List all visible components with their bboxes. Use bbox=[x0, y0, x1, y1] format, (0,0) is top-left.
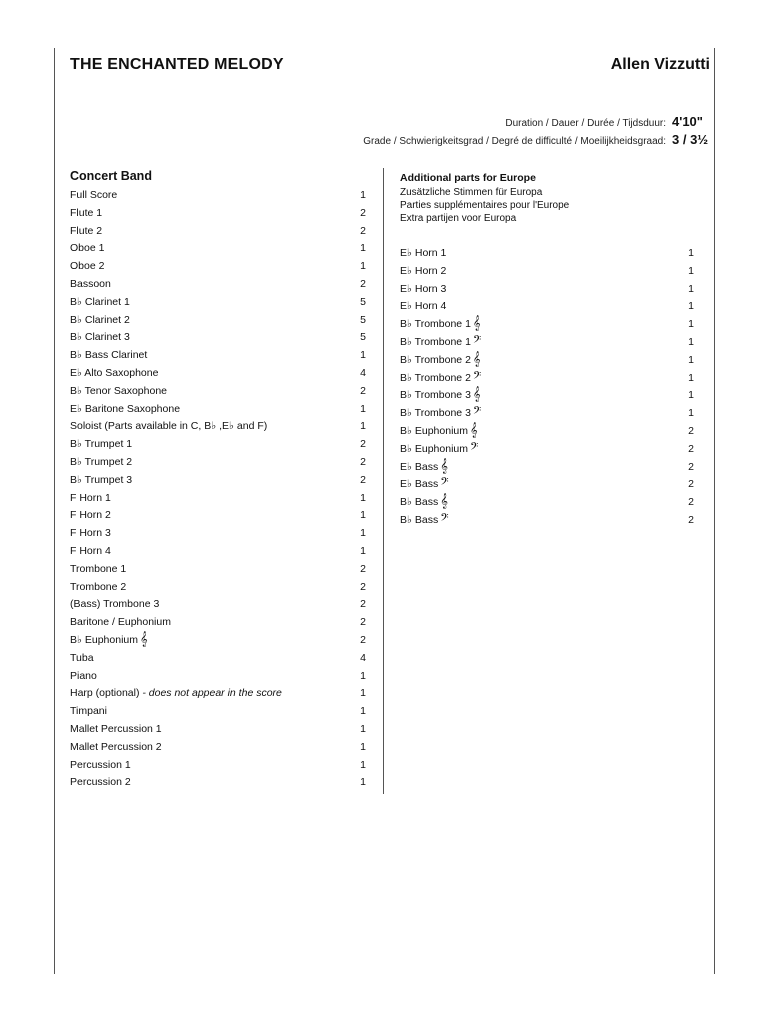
part-row bbox=[70, 454, 366, 472]
part-row bbox=[70, 632, 366, 650]
part-quantity: 1 bbox=[360, 509, 366, 522]
part-row bbox=[70, 614, 366, 632]
part-row bbox=[400, 512, 694, 530]
part-row bbox=[70, 703, 366, 721]
part-row bbox=[70, 276, 366, 294]
part-row bbox=[70, 383, 366, 401]
part-name: B♭ Euphonium bbox=[70, 633, 138, 646]
part-quantity: 1 bbox=[360, 260, 366, 273]
part-quantity: 1 bbox=[360, 189, 366, 201]
bass-clef-icon: 𝄢 bbox=[440, 510, 449, 526]
part-name: E♭ Horn 4 bbox=[400, 300, 447, 313]
part-name: Bassoon bbox=[70, 277, 111, 290]
duration-label: Duration / Dauer / Durée / Tijdsduur: bbox=[505, 118, 666, 129]
part-row bbox=[400, 387, 694, 405]
part-quantity: 2 bbox=[688, 442, 694, 455]
europe-subtitles bbox=[400, 186, 569, 225]
part-quantity: 2 bbox=[360, 633, 366, 646]
bass-clef-icon: 𝄢 bbox=[472, 404, 482, 420]
part-quantity: 1 bbox=[688, 353, 694, 366]
part-row bbox=[400, 459, 694, 477]
part-name: B♭ Euphonium bbox=[400, 442, 468, 455]
part-row bbox=[70, 543, 366, 561]
part-row bbox=[70, 739, 366, 757]
part-quantity: 2 bbox=[360, 580, 366, 593]
bass-clef-icon: 𝄢 bbox=[472, 332, 482, 348]
part-row bbox=[70, 418, 366, 436]
part-name: B♭ Trumpet 1 bbox=[70, 438, 133, 451]
treble-clef-icon: 𝄞 bbox=[472, 315, 481, 331]
column-divider bbox=[383, 168, 384, 794]
composer-name: Allen Vizzutti bbox=[610, 56, 710, 73]
part-name: B♭ Clarinet 1 bbox=[70, 295, 130, 308]
part-quantity: 1 bbox=[688, 247, 694, 259]
part-name: Soloist (Parts available in C, B♭ ,E♭ and F) bbox=[70, 420, 268, 433]
part-row bbox=[70, 223, 366, 241]
part-name: Timpani bbox=[70, 705, 107, 718]
treble-clef-icon: 𝄞 bbox=[440, 457, 448, 473]
part-quantity: 1 bbox=[360, 776, 366, 789]
part-quantity: 1 bbox=[360, 544, 366, 557]
europe-subtitle: Zusätzliche Stimmen für Europa bbox=[400, 187, 543, 198]
part-name: E♭ Bass bbox=[400, 460, 439, 473]
part-row bbox=[70, 490, 366, 508]
part-row bbox=[400, 370, 694, 388]
part-name: Mallet Percussion 1 bbox=[70, 722, 162, 735]
bass-clef-icon: 𝄢 bbox=[440, 475, 449, 491]
right-margin-rule bbox=[714, 48, 715, 974]
part-quantity: 2 bbox=[688, 513, 694, 526]
part-quantity: 5 bbox=[360, 295, 366, 308]
part-name: Percussion 1 bbox=[70, 758, 131, 771]
part-note: - does not appear in the score bbox=[139, 687, 282, 700]
part-quantity: 1 bbox=[360, 420, 366, 433]
part-name: (Bass) Trombone 3 bbox=[70, 598, 160, 611]
left-margin-rule bbox=[54, 48, 55, 974]
part-name: E♭ Horn 2 bbox=[400, 264, 447, 277]
part-quantity: 2 bbox=[360, 562, 366, 575]
part-name: F Horn 2 bbox=[70, 509, 111, 522]
part-quantity: 1 bbox=[688, 371, 694, 384]
part-row bbox=[70, 650, 366, 668]
part-name: Trombone 1 bbox=[70, 562, 127, 575]
europe-parts-list bbox=[400, 245, 694, 530]
part-row bbox=[70, 596, 366, 614]
part-name: B♭ Trombone 1 bbox=[400, 335, 471, 348]
part-quantity: 5 bbox=[360, 313, 366, 326]
part-name: B♭ Trombone 1 bbox=[400, 318, 471, 331]
part-name: E♭ Baritone Saxophone bbox=[70, 402, 181, 415]
part-row bbox=[400, 245, 694, 263]
part-quantity: 1 bbox=[688, 318, 694, 331]
part-row bbox=[70, 347, 366, 365]
part-name: Flute 2 bbox=[70, 224, 103, 237]
part-quantity: 1 bbox=[688, 407, 694, 420]
grade-value: 3 / 3½ bbox=[672, 132, 709, 147]
grade-label: Grade / Schwierigkeitsgrad / Degré de difficulté / Moeilijkheidsgraad: bbox=[363, 136, 666, 147]
part-quantity: 2 bbox=[360, 598, 366, 611]
part-row bbox=[400, 352, 694, 370]
part-name: B♭ Euphonium bbox=[400, 424, 468, 437]
part-quantity: 1 bbox=[360, 491, 366, 504]
bass-clef-icon: 𝄢 bbox=[470, 439, 479, 455]
part-name: B♭ Trombone 3 bbox=[400, 389, 471, 402]
part-quantity: 1 bbox=[360, 722, 366, 735]
part-name: Oboe 2 bbox=[70, 260, 105, 273]
part-quantity: 2 bbox=[360, 224, 366, 237]
part-name: B♭ Bass bbox=[400, 496, 439, 509]
part-name: F Horn 1 bbox=[70, 491, 111, 504]
part-name: B♭ Tenor Saxophone bbox=[70, 384, 167, 397]
duration-value: 4'10" bbox=[672, 114, 703, 129]
part-name: B♭ Bass bbox=[400, 513, 439, 526]
part-name: B♭ Trumpet 3 bbox=[70, 473, 133, 486]
part-name: E♭ Horn 1 bbox=[400, 247, 447, 259]
part-quantity: 2 bbox=[360, 616, 366, 629]
part-row bbox=[70, 685, 366, 703]
part-row bbox=[400, 263, 694, 281]
part-quantity: 2 bbox=[360, 384, 366, 397]
part-quantity: 1 bbox=[360, 527, 366, 540]
part-quantity: 1 bbox=[360, 669, 366, 682]
part-row bbox=[70, 774, 366, 792]
part-row bbox=[70, 329, 366, 347]
part-name: Piano bbox=[70, 669, 97, 682]
part-name: Percussion 2 bbox=[70, 776, 131, 789]
part-row bbox=[400, 298, 694, 316]
part-name: E♭ Horn 3 bbox=[400, 282, 447, 295]
part-row bbox=[400, 405, 694, 423]
part-quantity: 4 bbox=[360, 366, 366, 379]
treble-clef-icon: 𝄞 bbox=[470, 421, 478, 437]
part-quantity: 1 bbox=[360, 349, 366, 362]
part-quantity: 1 bbox=[360, 705, 366, 718]
europe-heading: Additional parts for Europe bbox=[400, 172, 536, 184]
part-name: B♭ Trombone 2 bbox=[400, 353, 471, 366]
part-quantity: 4 bbox=[360, 651, 366, 664]
part-name: E♭ Bass bbox=[400, 478, 439, 491]
part-quantity: 2 bbox=[360, 473, 366, 486]
part-quantity: 2 bbox=[360, 277, 366, 290]
part-row bbox=[70, 205, 366, 223]
part-quantity: 1 bbox=[360, 740, 366, 753]
part-quantity: 1 bbox=[360, 687, 366, 700]
piece-title: THE ENCHANTED MELODY bbox=[70, 56, 284, 73]
part-row bbox=[70, 472, 366, 490]
part-quantity: 2 bbox=[688, 478, 694, 491]
part-quantity: 1 bbox=[688, 282, 694, 295]
part-name: B♭ Clarinet 2 bbox=[70, 313, 130, 326]
part-name: Full Score bbox=[70, 189, 118, 201]
grade-line bbox=[363, 132, 710, 147]
part-name: Flute 1 bbox=[70, 206, 103, 219]
part-name: Baritone / Euphonium bbox=[70, 616, 171, 629]
europe-subtitle: Extra partijen voor Europa bbox=[400, 213, 517, 224]
part-quantity: 2 bbox=[360, 206, 366, 219]
bass-clef-icon: 𝄢 bbox=[472, 368, 482, 384]
part-name: F Horn 3 bbox=[70, 527, 111, 540]
part-row bbox=[70, 312, 366, 330]
part-quantity: 1 bbox=[360, 242, 366, 255]
part-name: B♭ Trumpet 2 bbox=[70, 455, 133, 468]
part-row bbox=[70, 525, 366, 543]
part-quantity: 2 bbox=[360, 455, 366, 468]
part-row bbox=[400, 423, 694, 441]
treble-clef-icon: 𝄞 bbox=[472, 386, 481, 402]
part-row bbox=[70, 240, 366, 258]
part-name: F Horn 4 bbox=[70, 544, 111, 557]
part-quantity: 1 bbox=[688, 389, 694, 402]
part-row bbox=[70, 365, 366, 383]
part-row bbox=[70, 579, 366, 597]
part-name: Oboe 1 bbox=[70, 242, 105, 255]
part-quantity: 1 bbox=[688, 300, 694, 313]
part-row bbox=[400, 441, 694, 459]
duration-line bbox=[505, 114, 710, 129]
part-row bbox=[70, 187, 366, 205]
part-quantity: 5 bbox=[360, 331, 366, 344]
part-name: Harp (optional) bbox=[70, 687, 140, 700]
part-row bbox=[70, 668, 366, 686]
part-row bbox=[70, 507, 366, 525]
treble-clef-icon: 𝄞 bbox=[140, 630, 148, 646]
part-quantity: 1 bbox=[688, 264, 694, 277]
part-quantity: 2 bbox=[360, 438, 366, 451]
part-name: Trombone 2 bbox=[70, 580, 127, 593]
part-name: B♭ Bass Clarinet bbox=[70, 349, 148, 362]
concert-band-parts-list bbox=[70, 187, 366, 792]
part-row bbox=[70, 294, 366, 312]
part-row bbox=[400, 281, 694, 299]
part-name: Tuba bbox=[70, 651, 94, 664]
part-row bbox=[400, 334, 694, 352]
concert-band-heading: Concert Band bbox=[70, 169, 152, 183]
part-row bbox=[400, 476, 694, 494]
part-quantity: 1 bbox=[688, 335, 694, 348]
part-row bbox=[70, 401, 366, 419]
part-name: Mallet Percussion 2 bbox=[70, 740, 162, 753]
europe-subtitle: Parties supplémentaires pour l'Europe bbox=[400, 200, 570, 211]
part-name: B♭ Trombone 2 bbox=[400, 371, 471, 384]
part-quantity: 2 bbox=[688, 496, 694, 509]
part-name: B♭ Clarinet 3 bbox=[70, 331, 130, 344]
part-row bbox=[70, 561, 366, 579]
part-row bbox=[70, 757, 366, 775]
part-quantity: 2 bbox=[688, 460, 694, 473]
part-row bbox=[70, 436, 366, 454]
part-row bbox=[70, 721, 366, 739]
part-row bbox=[70, 258, 366, 276]
part-quantity: 2 bbox=[688, 424, 694, 437]
part-name: B♭ Trombone 3 bbox=[400, 407, 471, 420]
part-quantity: 1 bbox=[360, 402, 366, 415]
part-row bbox=[400, 494, 694, 512]
part-row bbox=[400, 316, 694, 334]
part-quantity: 1 bbox=[360, 758, 366, 771]
treble-clef-icon: 𝄞 bbox=[472, 350, 481, 366]
part-name: E♭ Alto Saxophone bbox=[70, 366, 159, 379]
treble-clef-icon: 𝄞 bbox=[440, 493, 448, 509]
